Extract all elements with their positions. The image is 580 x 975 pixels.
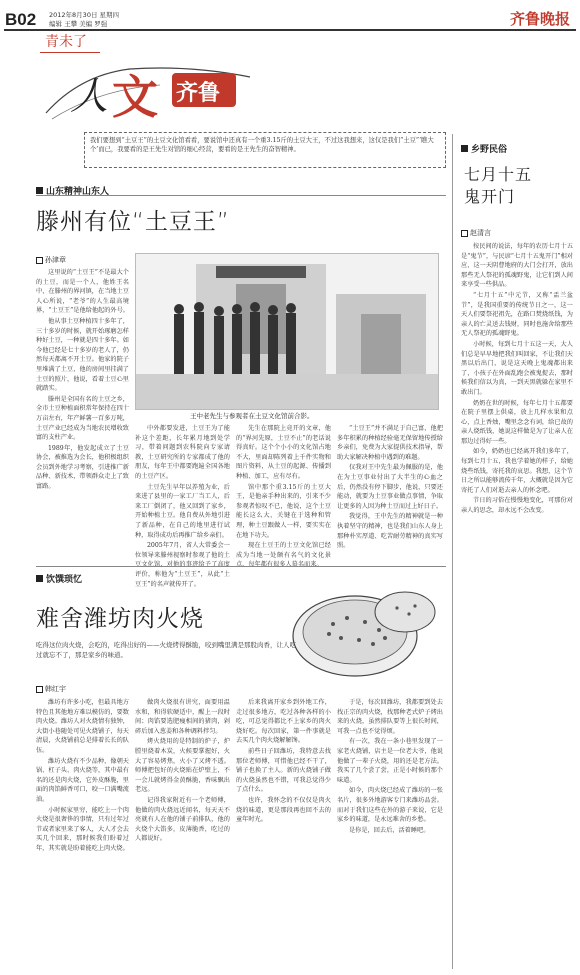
- intro-text: 我们要想到“土豆王”的土豆文化馆看看，要说馆中还真有一个重3.15斤的土豆大王，不过这我想来，这仅是我们“土豆”‘瞧大个’而已，我要看的是王先生对馆的细心经营，要看的是王先生的奋智精神。: [90, 137, 434, 154]
- article3-title-line2: 鬼开门: [464, 187, 516, 206]
- article2-col1: [36, 698, 129, 968]
- article2-top-rule: [36, 566, 446, 567]
- article1-col1-para: 1989年，他发起成立了土豆协会，被推选为会长，他积极组织会员到外地学习考察，引进推广新品种、新技术，带领群众走上了致富路。: [36, 444, 129, 491]
- article2-tag: [36, 572, 82, 585]
- header-editors: 编辑 王攀 美编 罗强: [49, 20, 108, 28]
- article1-byline: 孙津章: [36, 255, 66, 265]
- banner-char-wen: 文: [112, 70, 158, 124]
- header-red-rule: [40, 52, 100, 53]
- article1-col1-para: 他从事土豆种植四十多年了，三十多岁的时候，就开始琢磨怎样种好土豆，一种就是四十多年。如今他已经是七十多岁的老人了，仍然每天都离不开土豆。他家的院子里堆满了土豆，他的房间里挂满了土豆的照片，他说，看着土豆心里就踏实。: [36, 317, 129, 393]
- flatbread-illustration: [285, 574, 445, 684]
- photo-illustration: [136, 254, 438, 409]
- article2-illustration: [285, 574, 445, 684]
- tag-square-icon: [36, 575, 43, 582]
- article1-col2-para: 2005年7月，省人大常委会一位领导来滕州视察时参观了他的土豆文化馆，对他的事迹给予了高度评价，称他为“土豆王”，从此“土豆王”的名声就传开了。: [135, 542, 230, 588]
- article1-col3-para: 先生在那院上竟开的文章，他的“界河先原，土豆不止”的老话说得真好。这个个小小的文化馆占地不大，里面却陈列着上千件实物和图片资料，从土豆的起源、传播到种植、加工，应有尽有。: [236, 425, 331, 480]
- article2-col1-para: 潍坊火烧有不少品种，像朝天锅、杠子头、肉火烧等，其中最有名的还是肉火烧，它外皮酥脆，里面的肉馅鲜香可口，咬一口满嘴流油。: [36, 757, 129, 803]
- article3-para: “七月十五”中元节，又称“盂兰盆节”，是我国重要的传统节日之一，这一天人们要祭祀祖先，在路口焚烧纸钱，为亲人的亡灵送去钱财，同时也施舍给那些无人祭祀的孤魂野鬼。: [461, 291, 573, 338]
- article1-col2: [135, 424, 230, 588]
- article1-col1: [36, 268, 129, 561]
- article1-col1-para: 这里说的“土豆王”不是最大个的土豆，而是一个人，他姓王名中，在滕州的界河镇，在当地土豆人心所说，“老爷”的人生最高境界，“土豆王”是他给他起的外号。: [36, 269, 129, 315]
- article2-col1-para: 潍坊有许多小吃，但最具地方特色且其他地方难以模仿的，要数肉火烧。潍坊人对火烧情有独钟，大街小巷随处可见火烧铺子，每天清晨，火烧铺前总是排着长长的队伍。: [36, 699, 129, 754]
- article3-byline: 赵清言: [461, 228, 491, 238]
- article2-col3: [236, 698, 331, 968]
- page-number: B02: [5, 10, 37, 29]
- article2-col4-para: 是你是，回去后，活着睡吧。: [349, 826, 430, 834]
- article1-col3-para: 现在土豆王的土豆文化馆已经成为当地一处颇有名气的文化景点，每年都有很多人慕名而来。: [236, 542, 331, 569]
- article3-para: 小时候，每到七月十五这一天，大人们总是早早地把我们叫回家，不让我们天黑以后出门，说是这天晚上鬼魂都出来了，小孩子在外面乱跑会被鬼捉去，那时候我们信以为真，一到天黑就躲在家里不敢出门。: [461, 340, 573, 396]
- article1-tag-label: 山东精神山东人: [46, 187, 110, 197]
- article2-subtitle: 吃得这位肉火烧，会吃的，吃得出好的——火烧烤得酥脆，咬到嘴里满是那股肉香，让人吃过就忘不了，那是家乡的味道。: [36, 641, 296, 659]
- article2-col2: [135, 698, 230, 968]
- article1-col4-para: “土豆王”并不满足于自己富，他把多年积累的种植经验毫无保留地传授给乡亲们，免费为大家提供技术指导，帮助大家解决种植中遇到的难题。: [337, 425, 443, 461]
- article2-col3-para: 也许，我怀念的不仅仅是肉火烧的味道，更是那段再也回不去的童年时光。: [236, 796, 331, 824]
- article1-col3: [236, 424, 331, 569]
- article3-col: [461, 242, 573, 969]
- article2-col4-para: 于是，每次回潍坊，我都要到处去找正宗的肉火烧，找那种老式炉子烤出来的火烧，虽然排队要等上很长时间，可我一点也不觉得烦。: [337, 699, 443, 735]
- article1-col1-para: 滕州是全国有名的土豆之乡，全市土豆种植面积常年保持在四十万亩左右，年产鲜薯一百多万吨，土豆产业已经成为当地农民增收致富的支柱产业。: [36, 395, 129, 442]
- tag-square-icon: [461, 145, 468, 152]
- article3-para: 奶奶在世的时候，每年七月十五都要在院子里摆上供桌，放上几样水果和点心，点上香烛，嘴里念念有词，给已故的亲人烧纸钱，她说这样做是为了让亲人在那边过得好一些。: [461, 399, 573, 445]
- article1-col4-para: 我觉得，王中先生的精神就是一种执着坚守的精神，也是我们山东人身上那种朴实厚道、吃苦耐劳精神的真实写照。: [337, 513, 443, 550]
- article2-tag-label: 饮馔琐忆: [46, 575, 83, 585]
- header-date: 2012年8月30日 星期四: [49, 11, 120, 19]
- article1-col4: [337, 424, 443, 561]
- paper-logo: 齐鲁晚报: [509, 10, 570, 28]
- section-banner: [40, 55, 450, 127]
- intro-box: [84, 132, 446, 168]
- article3-title-line1: 七月十五: [464, 165, 533, 184]
- article1-title: 滕州有位“土豆王”: [36, 209, 230, 235]
- article3-tag: [461, 142, 507, 155]
- header-rule: [4, 29, 576, 31]
- article2-col4: [337, 698, 443, 968]
- article2-byline: 韩红宇: [36, 684, 66, 694]
- banner-seal: [172, 73, 236, 107]
- article3-tag-label: 乡野民俗: [471, 145, 508, 155]
- article2-title: 难舍潍坊肉火烧: [36, 606, 204, 632]
- page-header: [0, 0, 580, 56]
- article2-col4-para: 有一次，我在一条小巷里发现了一家老火烧铺，店主是一位老大爷，他说他做了一辈子火烧，用的还是老方法。我买了几个尝了尝，正是小时候的那个味道。: [337, 738, 443, 784]
- article1-tag-rule: [36, 195, 446, 196]
- article2-col3-para: 前些日子回潍坊，我特意去找那位老师傅，可惜他已经不干了，铺子也换了主人。新的火烧铺子做的火烧虽然也不错，可我总觉得少了点什么。: [236, 747, 331, 794]
- article1-col4-para: 仅我对王中先生最为佩服的是，他在为土豆事业付出了大半生的心血之后，仍然没有停下脚步，他说，只要还能动，就要为土豆事业做点事情，争取让更多的人因为种土豆而过上好日子。: [337, 464, 443, 510]
- article1-col2-para: 中外都要发进，土豆王为了能补这个差距，长年累月地到处学习，带着问题到农科院向专家请教，土豆研究所的专家都成了他的朋友，每年王中都要跑遍全国各地的土豆产区。: [135, 425, 230, 480]
- article1-col2-para: 土豆先生早年以养殖为业，后来进了县里的一家工厂当工人，后来工厂倒闭了，他又回到了家乡，开始种植土豆。他自费从外地引进了新品种，在自己的地里进行试种，取得成功后再推广给乡亲们。: [135, 483, 230, 539]
- article2-col4-para: 如今，肉火烧已经成了潍坊的一张名片，很多外地游客专门来潍坊品尝。而对于我们这些在外的游子来说，它是家乡的味道，是永远难舍的乡愁。: [337, 787, 443, 824]
- article2-col2-para: 记得我家附近有一个老师傅，他做的肉火烧远近闻名，每天天不亮就有人在他的铺子前排队，他的火烧个大馅多，皮薄脆香，吃过的人都说好。: [135, 796, 230, 843]
- section-name: 青未了: [45, 34, 87, 50]
- article1-col3-para: 馆中那个重3.15斤的土豆大王，是他亲手种出来的，引来不少参观者惊叹不已，他说，这个土豆能长这么大，关键在于选种和管理，种土豆跟做人一样，要实实在在地下功夫。: [236, 483, 331, 539]
- article2-col2-para: 做肉火烧很有讲究，面要用温水和，和得软硬适中，醒上一段时间；肉馅要选肥瘦相间的猪肉，剁碎后加入葱姜和各种调料拌匀。: [135, 699, 230, 735]
- article2-col1-para: 小时候家里穷，能吃上一个肉火烧是很奢侈的事情，只有过年过节或者家里来了客人，大人才会去买几个回来，那时候我们盼着过年，其实就是盼着能吃上肉火烧。: [36, 806, 129, 852]
- right-column-divider: [452, 134, 453, 969]
- article3-para: 按民间的说法，每年的农历七月十五是“鬼节”，与民谚“七月十五鬼开门”相对应，这一天阴曹地府的大门会打开，放出那些无人祭祀的孤魂野鬼，让它们到人间来享受一些供品。: [461, 243, 573, 289]
- article3-para: 如今，奶奶也已经离开我们多年了，每到七月十五，我也学着她的样子，给她烧些纸钱，寄托我的哀思。我想，这个节日之所以能够流传千年，大概就是因为它寄托了人们对逝去亲人的怀念吧。: [461, 448, 573, 494]
- banner-seal-text: 齐鲁: [176, 81, 221, 106]
- article2-col3-para: 后来我离开家乡到外地工作，走过很多地方，吃过各种各样的小吃，可总觉得都比不上家乡的肉火烧好吃。每次回家，第一件事就是去买几个肉火烧解解馋。: [236, 699, 331, 745]
- article1-photo-caption: 王中老先生与参观者在土豆文化馆前合影。: [190, 412, 314, 420]
- article2-col2-para: 烤火烧用的是特制的炉子，炉膛里烧着木炭，火候要掌握好，火大了容易烤焦，火小了又烤不透。师傅把包好的火烧贴在炉壁上，不一会儿就烤得金黄酥脆，香味飘出老远。: [135, 738, 230, 794]
- banner-char-ren: 人: [70, 74, 109, 118]
- tag-square-icon: [36, 187, 43, 194]
- article3-para: 节日的习俗在慢慢地变化，可那份对亲人的思念，却永远不会改变。: [461, 497, 573, 515]
- article1-photo: [135, 253, 439, 410]
